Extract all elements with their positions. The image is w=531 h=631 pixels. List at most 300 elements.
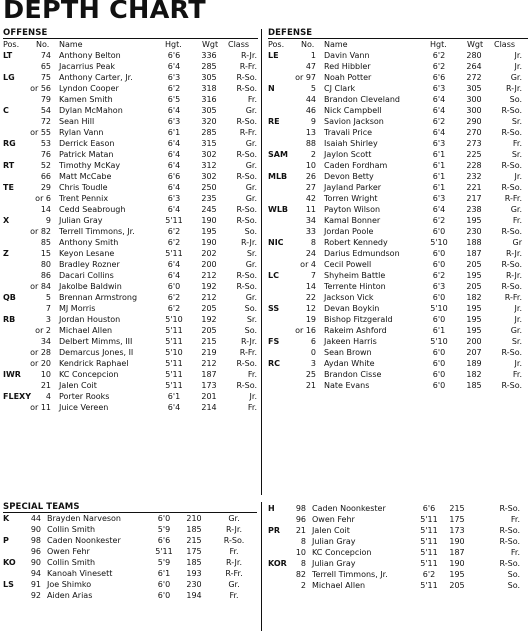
weight: 190 (201, 216, 217, 225)
height: 5'11 (165, 216, 183, 225)
roster-row (268, 116, 528, 127)
height: 5'11 (420, 581, 438, 590)
roster-row (268, 237, 528, 248)
height: 6'4 (432, 106, 446, 115)
player-name: Kamen Smith (59, 95, 113, 104)
class: Fr. (247, 370, 257, 379)
player-name: Travali Price (324, 128, 373, 137)
class: R-Fr. (239, 348, 257, 357)
pos: KOR (268, 559, 287, 568)
weight: 173 (201, 381, 217, 390)
weight: 187 (201, 370, 217, 379)
number: 86 (40, 271, 51, 280)
weight: 192 (201, 315, 217, 324)
weight: 336 (201, 51, 217, 60)
class: Sr. (511, 337, 522, 346)
class: So. (507, 581, 520, 590)
height: 6'2 (422, 570, 436, 579)
player-name: Keyon Lesane (59, 249, 115, 258)
col-hgt: Hgt. (430, 40, 447, 49)
height: 6'1 (432, 172, 446, 181)
height: 5'11 (155, 547, 173, 556)
roster-row (3, 292, 258, 303)
player-name: Jalen Coit (59, 381, 97, 390)
number: 21 (295, 526, 306, 535)
weight: 193 (186, 569, 202, 578)
roster-row (3, 94, 258, 105)
class: R-So. (501, 282, 522, 291)
height: 6'3 (432, 282, 446, 291)
weight: 195 (466, 326, 482, 335)
player-name: Owen Fehr (312, 515, 355, 524)
col-class: Class (228, 40, 250, 49)
roster-row (268, 193, 528, 204)
player-name: Derrick Eason (59, 139, 115, 148)
roster-row (3, 347, 258, 358)
class: Gr. (228, 580, 240, 589)
weight: 205 (449, 581, 465, 590)
class: Fr. (512, 216, 522, 225)
number: 96 (295, 515, 306, 524)
player-name: Anthony Carter, Jr. (59, 73, 133, 82)
roster-row (3, 226, 258, 237)
player-name: Brandon Cleveland (324, 95, 400, 104)
roster-row (3, 402, 258, 413)
player-name: Collin Smith (47, 525, 96, 534)
class: Gr. (245, 161, 257, 170)
height: 5'11 (420, 526, 438, 535)
col-wgt: Wgt (202, 40, 219, 49)
special-teams-divider (261, 502, 262, 631)
class: Gr. (245, 194, 257, 203)
player-name: Timothy McKay (59, 161, 121, 170)
number: or 20 (30, 359, 51, 368)
player-name: Jakeen Harris (324, 337, 377, 346)
class: R-Fr. (225, 569, 243, 578)
class: R-Fr. (504, 293, 522, 302)
player-name: Sean Hill (59, 117, 95, 126)
height: 6'4 (167, 150, 181, 159)
number: 65 (40, 62, 51, 71)
player-name: Darius Edmundson (324, 249, 400, 258)
height: 6'1 (432, 150, 446, 159)
number: 11 (305, 205, 316, 214)
roster-row (268, 303, 528, 314)
player-name: Porter Rooks (59, 392, 110, 401)
height: 6'3 (432, 194, 446, 203)
class: R-Jr. (240, 51, 257, 60)
number: 34 (40, 337, 51, 346)
player-name: Sean Brown (324, 348, 372, 357)
class: So. (244, 304, 257, 313)
height: 6'2 (167, 293, 181, 302)
number: 7 (45, 304, 51, 313)
roster-row (268, 281, 528, 292)
number: 3 (45, 315, 51, 324)
number: 54 (40, 106, 51, 115)
player-name: Julian Gray (312, 537, 356, 546)
roster-row (3, 149, 258, 160)
weight: 173 (449, 526, 465, 535)
class: R-Jr. (505, 271, 522, 280)
weight: 264 (466, 62, 482, 71)
roster-row (268, 358, 528, 369)
class: R-So. (236, 73, 257, 82)
pos: C (3, 106, 9, 115)
class: Fr. (247, 403, 257, 412)
weight: 185 (186, 558, 202, 567)
column-divider (261, 29, 262, 495)
class: R-So. (236, 172, 257, 181)
height: 6'0 (432, 348, 446, 357)
class: R-So. (223, 536, 245, 545)
height: 6'4 (432, 205, 446, 214)
number: 47 (305, 62, 316, 71)
roster-row (268, 514, 528, 525)
number: 14 (305, 282, 316, 291)
weight: 221 (466, 183, 482, 192)
height: 6'0 (432, 370, 446, 379)
height: 5'10 (430, 337, 448, 346)
player-name: Michael Allen (59, 326, 113, 335)
roster-row (3, 358, 258, 369)
number: 96 (30, 547, 41, 556)
weight: 305 (466, 84, 482, 93)
col-class: Class (494, 40, 516, 49)
col-no: No. (36, 40, 50, 49)
class: R-Jr. (225, 558, 243, 567)
player-name: Anthony Smith (59, 238, 119, 247)
number: or 55 (30, 128, 51, 137)
class: R-So. (501, 183, 522, 192)
height: 6'1 (167, 128, 181, 137)
height: 6'4 (432, 128, 446, 137)
pos: LE (268, 51, 279, 60)
height: 6'5 (167, 95, 181, 104)
number: 88 (305, 139, 316, 148)
roster-row (268, 226, 528, 237)
player-name: Brayden Narveson (47, 514, 121, 523)
roster-row (268, 325, 528, 336)
class: R-Fr. (239, 128, 257, 137)
player-name: Jaylon Scott (324, 150, 372, 159)
height: 6'2 (432, 51, 446, 60)
player-name: Juice Vereen (59, 403, 109, 412)
player-name: Jayland Parker (324, 183, 382, 192)
height: 5'9 (157, 558, 171, 567)
roster-row (3, 215, 258, 226)
special-teams-left-rows (3, 513, 257, 601)
roster-row (268, 171, 528, 182)
weight: 230 (186, 580, 202, 589)
weight: 316 (201, 95, 217, 104)
col-name: Name (59, 40, 83, 49)
player-name: Julian Gray (59, 216, 103, 225)
class: Gr. (245, 106, 257, 115)
class: Sr. (246, 249, 257, 258)
class: Fr. (512, 370, 522, 379)
class: R-So. (236, 381, 257, 390)
defense-heading: DEFENSE (268, 28, 528, 39)
roster-row (3, 391, 258, 402)
player-name: Davin Vann (324, 51, 370, 60)
number: 10 (40, 370, 51, 379)
roster-row (3, 204, 258, 215)
roster-row (3, 314, 258, 325)
class: R-So. (499, 559, 520, 568)
roster-row (3, 237, 258, 248)
weight: 185 (466, 381, 482, 390)
height: 5'11 (420, 548, 438, 557)
class: Jr. (514, 51, 522, 60)
pos: LC (268, 271, 279, 280)
height: 6'4 (167, 183, 181, 192)
player-name: Caden Noonkester (312, 504, 386, 513)
weight: 290 (466, 117, 482, 126)
col-hgt: Hgt. (165, 40, 182, 49)
height: 6'6 (432, 73, 446, 82)
height: 6'1 (157, 569, 171, 578)
height: 5'11 (420, 515, 438, 524)
class: R-So. (501, 128, 522, 137)
number: 53 (40, 139, 51, 148)
number: 98 (295, 504, 306, 513)
height: 5'11 (165, 381, 183, 390)
height: 6'0 (157, 591, 171, 600)
roster-row (3, 116, 258, 127)
roster-row (268, 215, 528, 226)
roster-row (3, 369, 258, 380)
number: 52 (40, 161, 51, 170)
number: 44 (30, 514, 41, 523)
number: 21 (40, 381, 51, 390)
weight: 195 (449, 570, 465, 579)
roster-row (3, 72, 258, 83)
player-name: Lyndon Cooper (59, 84, 119, 93)
player-name: Terrell Timmons, Jr. (59, 227, 135, 236)
class: R-So. (236, 282, 257, 291)
number: or 97 (295, 73, 316, 82)
height: 6'2 (167, 84, 181, 93)
number: or 16 (295, 326, 316, 335)
number: 4 (45, 392, 51, 401)
number: 90 (30, 558, 41, 567)
pos: X (3, 216, 10, 225)
weight: 212 (201, 359, 217, 368)
class: R-So. (501, 161, 522, 170)
number: 76 (40, 150, 51, 159)
number: 46 (305, 106, 316, 115)
number: 0 (310, 348, 316, 357)
roster-row (3, 281, 258, 292)
weight: 272 (466, 73, 482, 82)
roster-row (3, 270, 258, 281)
pos: IWR (3, 370, 21, 379)
height: 5'11 (165, 326, 183, 335)
class: Fr. (510, 515, 520, 524)
class: Gr. (245, 293, 257, 302)
number: 29 (40, 183, 51, 192)
defense-section (268, 28, 528, 391)
weight: 190 (201, 238, 217, 247)
roster-row (3, 557, 257, 568)
class: Gr. (245, 183, 257, 192)
player-name: Torren Wright (324, 194, 378, 203)
weight: 192 (201, 282, 217, 291)
class: R-So. (501, 227, 522, 236)
roster-row (268, 160, 528, 171)
height: 6'4 (167, 139, 181, 148)
roster-row (268, 525, 528, 536)
height: 6'1 (167, 392, 181, 401)
player-name: Julian Gray (312, 559, 356, 568)
roster-row (268, 259, 528, 270)
number: 10 (305, 161, 316, 170)
number: or 2 (35, 326, 51, 335)
roster-row (3, 127, 258, 138)
weight: 228 (466, 161, 482, 170)
height: 6'0 (167, 282, 181, 291)
roster-row (268, 314, 528, 325)
weight: 285 (201, 62, 217, 71)
weight: 230 (466, 227, 482, 236)
roster-row (268, 569, 528, 580)
height: 6'2 (167, 304, 181, 313)
height: 6'4 (432, 95, 446, 104)
class: So. (244, 227, 257, 236)
number: 13 (305, 128, 316, 137)
player-name: Devon Betty (324, 172, 374, 181)
number: or 82 (30, 227, 51, 236)
roster-row (3, 325, 258, 336)
roster-row (3, 579, 257, 590)
weight: 215 (449, 504, 465, 513)
weight: 232 (466, 172, 482, 181)
defense-column-header (268, 39, 528, 50)
class: R-So. (236, 359, 257, 368)
weight: 189 (466, 359, 482, 368)
weight: 202 (201, 249, 217, 258)
player-name: CJ Clark (324, 84, 356, 93)
player-name: KC Concepcion (59, 370, 119, 379)
pos: K (3, 514, 10, 523)
roster-row (3, 380, 258, 391)
special-teams-right (268, 502, 528, 591)
pos: FLEXY (3, 392, 31, 401)
player-name: Devan Boykin (324, 304, 380, 313)
player-name: Rylan Vann (59, 128, 104, 137)
weight: 305 (201, 106, 217, 115)
height: 6'0 (432, 293, 446, 302)
weight: 175 (186, 547, 202, 556)
class: So. (507, 570, 520, 579)
number: or 28 (30, 348, 51, 357)
weight: 273 (466, 139, 482, 148)
class: R-Jr. (225, 525, 243, 534)
weight: 305 (201, 73, 217, 82)
roster-row (3, 336, 258, 347)
pos: FS (268, 337, 280, 346)
class: R-So. (501, 106, 522, 115)
height: 6'3 (167, 194, 181, 203)
class: R-So. (499, 504, 520, 513)
height: 6'6 (422, 504, 436, 513)
number: 8 (300, 537, 306, 546)
weight: 219 (201, 348, 217, 357)
weight: 195 (201, 227, 217, 236)
number: 6 (310, 337, 316, 346)
roster-row (268, 127, 528, 138)
player-name: Matt McCabe (59, 172, 112, 181)
roster-row (268, 149, 528, 160)
height: 6'2 (432, 271, 446, 280)
weight: 238 (466, 205, 482, 214)
number: 98 (30, 536, 41, 545)
roster-row (268, 105, 528, 116)
class: R-So. (236, 84, 257, 93)
roster-row (268, 547, 528, 558)
pos: LG (3, 73, 15, 82)
roster-row (3, 524, 257, 535)
roster-row (3, 105, 258, 116)
weight: 195 (466, 271, 482, 280)
special-teams-right-rows (268, 503, 528, 591)
class: R-So. (236, 205, 257, 214)
roster-row (268, 558, 528, 569)
weight: 215 (186, 536, 202, 545)
class: R-So. (501, 260, 522, 269)
player-name: Bradley Rozner (59, 260, 120, 269)
player-name: Jakolbe Baldwin (59, 282, 122, 291)
pos: RB (3, 315, 16, 324)
player-name: Jackson Vick (324, 293, 374, 302)
height: 6'0 (432, 249, 446, 258)
pos: LS (3, 580, 14, 589)
height: 6'4 (167, 161, 181, 170)
class: R-Fr. (504, 194, 522, 203)
roster-row (268, 536, 528, 547)
player-name: Aydan White (324, 359, 375, 368)
number: or 11 (30, 403, 51, 412)
weight: 312 (201, 161, 217, 170)
weight: 225 (466, 150, 482, 159)
height: 5'11 (420, 537, 438, 546)
number: or 56 (30, 84, 51, 93)
weight: 245 (201, 205, 217, 214)
weight: 280 (466, 51, 482, 60)
pos: SS (268, 304, 280, 313)
player-name: Bishop Fitzgerald (324, 315, 393, 324)
weight: 187 (466, 249, 482, 258)
player-name: Cedd Seabrough (59, 205, 126, 214)
number: 66 (40, 172, 51, 181)
player-name: Nick Campbell (324, 106, 382, 115)
player-name: Kanoah Vinesett (47, 569, 113, 578)
player-name: Patrick Matan (59, 150, 114, 159)
roster-row (268, 204, 528, 215)
class: Jr. (249, 392, 257, 401)
number: or 4 (300, 260, 316, 269)
offense-column-header (3, 39, 258, 50)
class: Sr. (511, 150, 522, 159)
number: 8 (310, 238, 316, 247)
col-pos: Pos. (268, 40, 285, 49)
weight: 195 (466, 304, 482, 313)
weight: 205 (466, 282, 482, 291)
height: 6'4 (167, 205, 181, 214)
class: Jr. (514, 315, 522, 324)
number: 75 (40, 73, 51, 82)
